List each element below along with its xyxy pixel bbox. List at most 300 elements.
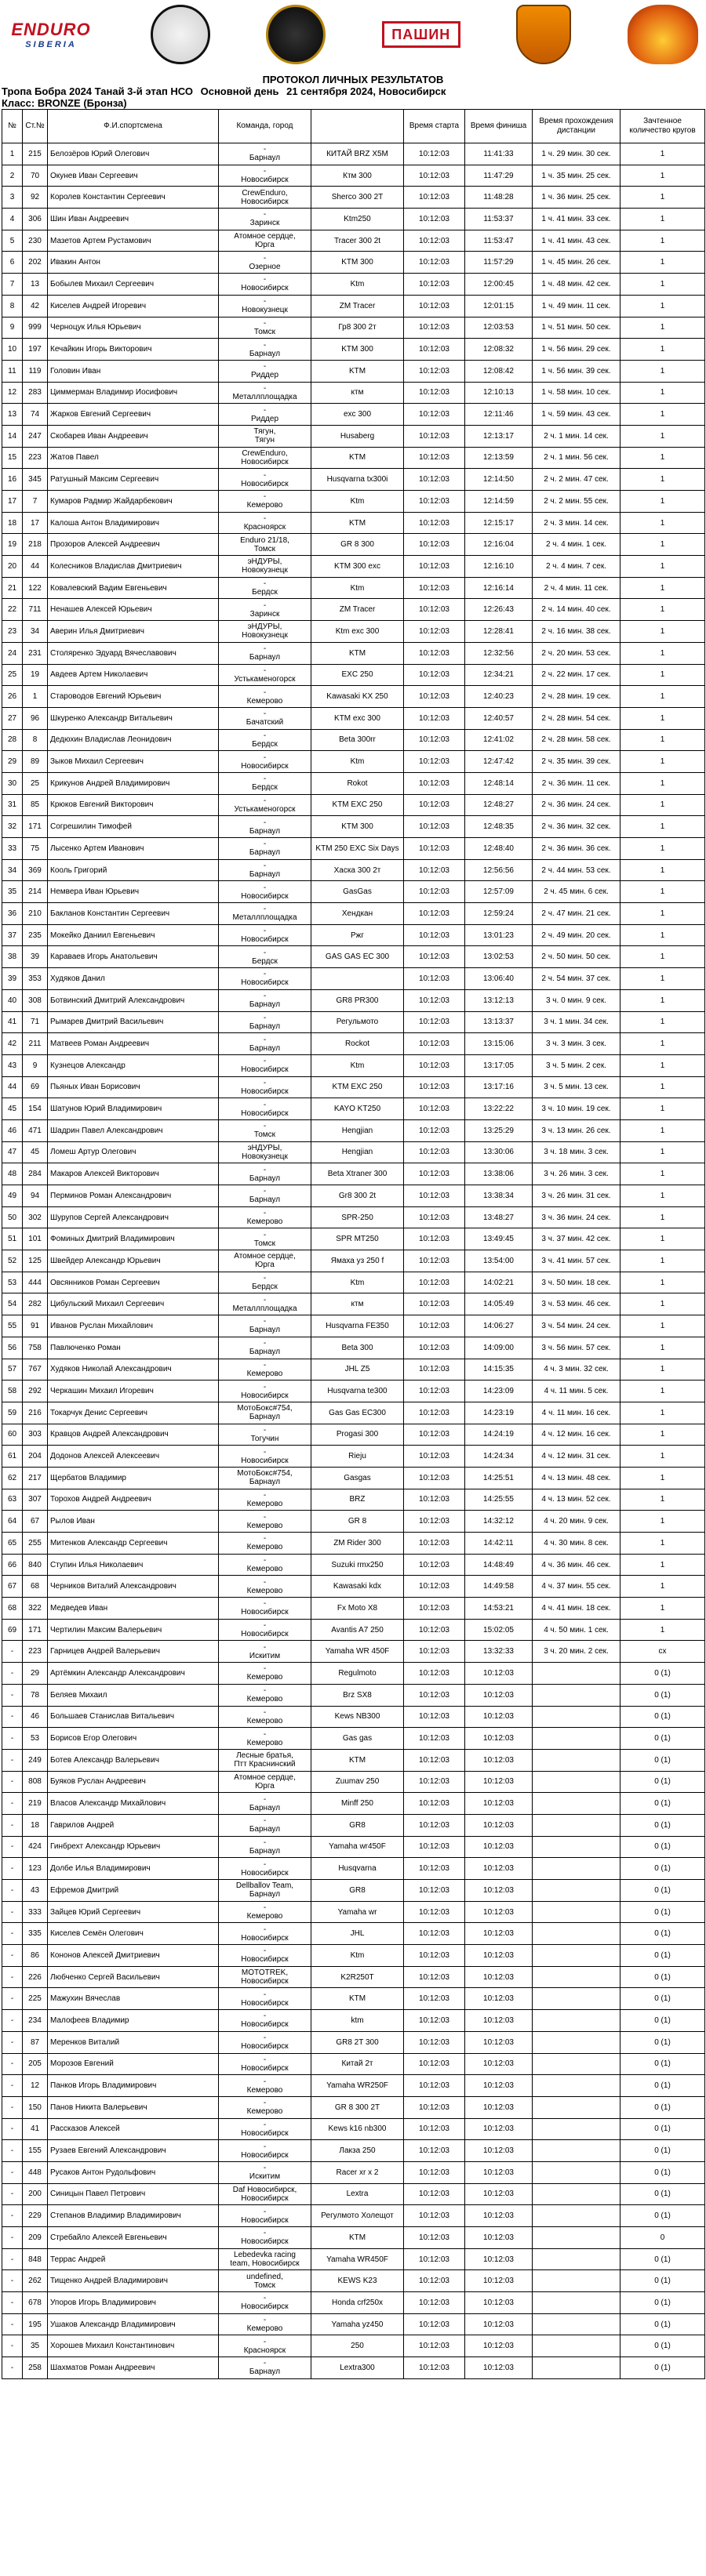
bib-cell: 210 [23, 903, 48, 925]
team-name: - [263, 862, 267, 871]
bike-cell: KTM EXC 250 [311, 1076, 404, 1098]
team-city-cell [219, 534, 311, 556]
bib-cell: 197 [23, 339, 48, 361]
laps-cell: 1 [620, 382, 705, 404]
place-cell: - [2, 2335, 23, 2357]
finish-time-cell: 11:53:37 [465, 209, 533, 230]
city-name: Новосибирск [241, 1977, 289, 1986]
team-city-cell [219, 209, 311, 230]
place-cell: 69 [2, 1619, 23, 1641]
team-name: Enduro 21/18, [240, 535, 289, 545]
start-time-cell: 10:12:03 [404, 1228, 465, 1250]
finish-time-cell: 14:25:55 [465, 1489, 533, 1511]
team-name: CrewEnduro, [242, 188, 288, 198]
city-name: Барнаул [249, 1021, 281, 1031]
laps-cell: 1 [620, 230, 705, 252]
city-name: Новосибирск [241, 1608, 289, 1617]
rider-name-cell: Упоров Игорь Владимирович [48, 2292, 219, 2314]
laps-cell: 1 [620, 469, 705, 491]
start-time-cell: 10:12:03 [404, 2140, 465, 2162]
rider-name-cell: Кравцов Андрей Александрович [48, 1424, 219, 1446]
bike-cell: Rokot [311, 772, 404, 794]
results-body [2, 143, 705, 2379]
team-city-cell [219, 881, 311, 903]
team-name: - [263, 2294, 267, 2303]
place-cell: - [2, 2161, 23, 2183]
distance-time-cell [533, 2357, 620, 2379]
finish-time-cell: 12:47:42 [465, 751, 533, 773]
laps-cell: 0 (1) [620, 1728, 705, 1750]
city-name: Новосибирск [241, 284, 289, 293]
start-time-cell: 10:12:03 [404, 469, 465, 491]
team-city-cell [219, 2270, 311, 2292]
place-cell: - [2, 2010, 23, 2032]
team-name: - [263, 1425, 267, 1435]
table-row [2, 816, 705, 838]
city-name: Искитим [249, 1651, 281, 1660]
finish-time-cell: 12:00:45 [465, 274, 533, 296]
rider-name-cell: Аверин Илья Дмитриевич [48, 621, 219, 643]
team-city-cell [219, 230, 311, 252]
start-time-cell: 10:12:03 [404, 2031, 465, 2053]
bike-cell: Gr8 300 2t [311, 1185, 404, 1207]
bib-cell: 202 [23, 252, 48, 274]
finish-time-cell: 12:10:13 [465, 382, 533, 404]
team-name: - [263, 145, 267, 154]
bike-cell: JHL [311, 1923, 404, 1945]
bike-cell: KTM [311, 642, 404, 664]
laps-cell: 1 [620, 1163, 705, 1185]
city-name: Новокузнецк [242, 566, 288, 575]
laps-cell: 1 [620, 729, 705, 751]
table-row [2, 1489, 705, 1511]
city-name: Новосибирск [241, 1456, 289, 1465]
place-cell: 50 [2, 1206, 23, 1228]
team-name: - [263, 470, 267, 480]
place-cell: 37 [2, 924, 23, 946]
team-name: Dellballov Team, [235, 1881, 294, 1891]
team-name: - [263, 1209, 267, 1218]
finish-time-cell: 10:12:03 [465, 1988, 533, 2010]
bike-cell: Ямаха уз 250 f [311, 1250, 404, 1272]
team-name: - [263, 1556, 267, 1566]
bike-cell: BRZ [311, 1489, 404, 1511]
finish-time-cell: 10:12:03 [465, 1945, 533, 1967]
team-name: - [263, 405, 267, 415]
team-name: - [263, 818, 267, 827]
bike-cell: Beta 300rr [311, 729, 404, 751]
city-name: Новосибирск [241, 1955, 289, 1965]
city-name: Барнаул [249, 2367, 281, 2377]
results-table [2, 109, 705, 2379]
bike-cell: GasGas [311, 881, 404, 903]
team-city-cell [219, 1446, 311, 1468]
table-row [2, 2292, 705, 2314]
laps-cell: 1 [620, 1119, 705, 1141]
team-name: - [263, 275, 267, 285]
place-cell: 32 [2, 816, 23, 838]
team-city-cell [219, 1598, 311, 1620]
place-cell: 66 [2, 1554, 23, 1576]
bike-cell: Ktm [311, 751, 404, 773]
bib-cell: 119 [23, 360, 48, 382]
city-name: Кемерово [246, 2085, 283, 2095]
start-time-cell: 10:12:03 [404, 1402, 465, 1424]
laps-cell: 1 [620, 339, 705, 361]
place-cell: - [2, 1641, 23, 1663]
bike-cell [311, 968, 404, 990]
place-cell: 3 [2, 187, 23, 209]
start-time-cell: 10:12:03 [404, 642, 465, 664]
bib-cell: 235 [23, 924, 48, 946]
team-name: - [263, 253, 267, 263]
start-time-cell: 10:12:03 [404, 1663, 465, 1685]
team-name: - [263, 1100, 267, 1109]
rider-name-cell: Борисов Егор Олегович [48, 1728, 219, 1750]
team-city-cell [219, 1966, 311, 1988]
team-city-cell [219, 2096, 311, 2118]
rider-name-cell: Циммерман Владимир Иосифович [48, 382, 219, 404]
team-city-cell [219, 838, 311, 860]
finish-time-cell: 12:13:17 [465, 425, 533, 447]
city-name: Устькаменогорск [234, 674, 296, 684]
laps-cell: 0 (1) [620, 2096, 705, 2118]
start-time-cell: 10:12:03 [404, 1619, 465, 1641]
start-time-cell: 10:12:03 [404, 1814, 465, 1836]
bike-cell: Yamaha wr [311, 1901, 404, 1923]
table-row [2, 1684, 705, 1706]
finish-time-cell: 12:01:15 [465, 295, 533, 317]
start-time-cell: 10:12:03 [404, 1749, 465, 1771]
bib-cell: 155 [23, 2140, 48, 2162]
team-name: - [263, 753, 267, 762]
laps-cell: 0 (1) [620, 1663, 705, 1685]
table-row [2, 2227, 705, 2249]
table-row [2, 2010, 705, 2032]
team-city-cell [219, 187, 311, 209]
bike-cell: Lextra300 [311, 2357, 404, 2379]
city-name: Кемерово [246, 1565, 283, 1574]
rider-name-cell: Кононов Алексей Дмитриевич [48, 1945, 219, 1967]
place-cell: 11 [2, 360, 23, 382]
header-bib: Ст.№ [23, 110, 48, 143]
place-cell: 29 [2, 751, 23, 773]
bike-cell: Kawasaki kdx [311, 1576, 404, 1598]
distance-time-cell: 3 ч. 37 мин. 42 сек. [533, 1228, 620, 1250]
laps-cell: 1 [620, 989, 705, 1011]
bib-cell: 46 [23, 1706, 48, 1728]
rider-name-cell: Крикунов Андрей Владимирович [48, 772, 219, 794]
rider-name-cell: Ломеш Артур Олегович [48, 1141, 219, 1163]
rider-name-cell: Жатов Павел [48, 447, 219, 469]
table-row [2, 1619, 705, 1641]
distance-time-cell: 2 ч. 28 мин. 19 сек. [533, 686, 620, 708]
team-city-cell [219, 425, 311, 447]
place-cell: - [2, 2031, 23, 2053]
rider-name-cell: Лысенко Артем Иванович [48, 838, 219, 860]
team-city-cell [219, 1945, 311, 1967]
city-name: Юрга [255, 241, 275, 250]
distance-time-cell: 3 ч. 50 мин. 18 сек. [533, 1272, 620, 1293]
team-city-cell [219, 1163, 311, 1185]
place-cell: - [2, 1684, 23, 1706]
start-time-cell: 10:12:03 [404, 2053, 465, 2075]
bike-cell: Zuumav 250 [311, 1771, 404, 1793]
place-cell: 34 [2, 859, 23, 881]
place-cell: 27 [2, 707, 23, 729]
start-time-cell: 10:12:03 [404, 1359, 465, 1381]
city-name: Новосибирск [241, 2020, 289, 2030]
start-time-cell: 10:12:03 [404, 1598, 465, 1620]
laps-cell: 1 [620, 1011, 705, 1033]
laps-cell: 0 (1) [620, 2031, 705, 2053]
bib-cell: 307 [23, 1489, 48, 1511]
place-cell: 39 [2, 968, 23, 990]
table-row [2, 1880, 705, 1902]
distance-time-cell [533, 2140, 620, 2162]
start-time-cell: 10:12:03 [404, 1337, 465, 1359]
place-cell: 43 [2, 1054, 23, 1076]
start-time-cell: 10:12:03 [404, 2357, 465, 2379]
bike-cell: Kawasaki KX 250 [311, 686, 404, 708]
team-name: - [263, 318, 267, 328]
table-row [2, 599, 705, 621]
team-city-cell [219, 2357, 311, 2379]
team-city-cell [219, 577, 311, 599]
table-row [2, 1706, 705, 1728]
bike-cell: Гр8 300 2т [311, 317, 404, 339]
place-cell: 42 [2, 1033, 23, 1055]
laps-cell: 0 (1) [620, 2292, 705, 2314]
laps-cell: 1 [620, 1185, 705, 1207]
laps-cell: 1 [620, 1576, 705, 1598]
team-city-cell [219, 1749, 311, 1771]
rider-name-cell: Мокейко Даниил Евгеньевич [48, 924, 219, 946]
start-time-cell: 10:12:03 [404, 317, 465, 339]
rider-name-cell: Гаврилов Андрей [48, 1814, 219, 1836]
finish-time-cell: 10:12:03 [465, 2357, 533, 2379]
city-name: Томск [253, 544, 276, 553]
team-city-cell [219, 1706, 311, 1728]
table-row [2, 209, 705, 230]
bike-cell: EXC 250 [311, 664, 404, 686]
laps-cell: 0 (1) [620, 1901, 705, 1923]
laps-cell: 1 [620, 295, 705, 317]
bib-cell: 19 [23, 664, 48, 686]
team-city-cell [219, 2183, 311, 2205]
sponsor-logo-3 [266, 5, 326, 64]
place-cell: - [2, 1836, 23, 1858]
bib-cell: 9 [23, 1054, 48, 1076]
city-name: Металлплощадка [232, 913, 297, 923]
bike-cell: KTM [311, 447, 404, 469]
team-name: - [263, 796, 267, 805]
bike-cell: K2R250T [311, 1966, 404, 1988]
team-city-cell [219, 924, 311, 946]
team-name: - [263, 948, 267, 957]
finish-time-cell: 10:12:03 [465, 2227, 533, 2249]
start-time-cell: 10:12:03 [404, 2335, 465, 2357]
finish-time-cell: 10:12:03 [465, 2140, 533, 2162]
distance-time-cell: 1 ч. 56 мин. 29 сек. [533, 339, 620, 361]
finish-time-cell: 12:40:57 [465, 707, 533, 729]
start-time-cell: 10:12:03 [404, 1119, 465, 1141]
distance-time-cell: 4 ч. 11 мин. 5 сек. [533, 1381, 620, 1402]
team-city-cell [219, 816, 311, 838]
distance-time-cell: 4 ч. 36 мин. 46 сек. [533, 1554, 620, 1576]
bike-cell: KTM 300 exc [311, 556, 404, 578]
laps-cell: 0 (1) [620, 1945, 705, 1967]
header-laps: Зачтенное количество кругов [620, 110, 705, 143]
place-cell: - [2, 1771, 23, 1793]
city-name: Кемерово [246, 1369, 283, 1378]
team-name: - [263, 1295, 267, 1304]
bib-cell: 87 [23, 2031, 48, 2053]
laps-cell: 0 (1) [620, 2053, 705, 2075]
team-city-cell [219, 2075, 311, 2097]
bib-cell: 223 [23, 447, 48, 469]
bike-cell: KTM exc 300 [311, 707, 404, 729]
bib-cell: 369 [23, 859, 48, 881]
laps-cell: 1 [620, 1337, 705, 1359]
city-name: Красноярск [243, 2346, 286, 2355]
place-cell: 63 [2, 1489, 23, 1511]
start-time-cell: 10:12:03 [404, 1901, 465, 1923]
bib-cell: 43 [23, 1880, 48, 1902]
bike-cell: Brz SX8 [311, 1684, 404, 1706]
finish-time-cell: 13:30:06 [465, 1141, 533, 1163]
laps-cell: 0 (1) [620, 1749, 705, 1771]
distance-time-cell: 1 ч. 58 мин. 10 сек. [533, 382, 620, 404]
city-name: Кемерово [246, 1499, 283, 1508]
place-cell: 41 [2, 1011, 23, 1033]
distance-time-cell: 3 ч. 5 мин. 13 сек. [533, 1076, 620, 1098]
bike-cell: Gas gas [311, 1728, 404, 1750]
start-time-cell: 10:12:03 [404, 1836, 465, 1858]
bike-cell: KTM [311, 2227, 404, 2249]
enduro-siberia-logo [8, 11, 94, 58]
finish-time-cell: 14:53:21 [465, 1598, 533, 1620]
sponsor-logo-2 [151, 5, 210, 64]
table-row [2, 729, 705, 751]
bib-cell: 444 [23, 1272, 48, 1293]
team-city-cell [219, 317, 311, 339]
team-name: - [263, 1512, 267, 1522]
table-row [2, 2096, 705, 2118]
laps-cell: 0 (1) [620, 1793, 705, 1815]
place-cell: 5 [2, 230, 23, 252]
city-name: Бердск [252, 783, 278, 793]
city-name: Кемерово [246, 696, 283, 706]
laps-cell: 0 (1) [620, 1858, 705, 1880]
distance-time-cell [533, 1923, 620, 1945]
bib-cell: 758 [23, 1337, 48, 1359]
rider-name-cell: Колесников Владислав Дмитриевич [48, 556, 219, 578]
team-name: Атомное сердце, [234, 1252, 296, 1261]
rider-name-cell: Ушаков Александр Владимирович [48, 2313, 219, 2335]
laps-cell: 0 (1) [620, 2161, 705, 2183]
place-cell: - [2, 2205, 23, 2227]
laps-cell: 1 [620, 1381, 705, 1402]
laps-cell: 1 [620, 642, 705, 664]
distance-time-cell: 4 ч. 37 мин. 55 сек. [533, 1576, 620, 1598]
start-time-cell: 10:12:03 [404, 1576, 465, 1598]
team-city-cell [219, 772, 311, 794]
start-time-cell: 10:12:03 [404, 252, 465, 274]
city-name: Бердск [252, 956, 278, 966]
table-row [2, 187, 705, 209]
rider-name-cell: Столяренко Эдуард Вячеславович [48, 642, 219, 664]
laps-cell: 0 (1) [620, 1880, 705, 1902]
distance-time-cell [533, 2227, 620, 2249]
team-city-cell [219, 1228, 311, 1250]
distance-time-cell [533, 2053, 620, 2075]
class-line: Класс: BRONZE (Бронза) [2, 97, 127, 109]
place-cell: 12 [2, 382, 23, 404]
rider-name-cell: Пьяных Иван Борисович [48, 1076, 219, 1098]
finish-time-cell: 10:12:03 [465, 2313, 533, 2335]
rider-name-cell: Медведев Иван [48, 1598, 219, 1620]
team-city-cell [219, 1923, 311, 1945]
city-name: Барнаул [249, 870, 281, 880]
rider-name-cell: Зыков Михаил Сергеевич [48, 751, 219, 773]
bib-cell: 86 [23, 1945, 48, 1967]
rider-name-cell: Бобылев Михаил Сергеевич [48, 274, 219, 296]
finish-time-cell: 12:32:56 [465, 642, 533, 664]
distance-time-cell: 1 ч. 36 мин. 25 сек. [533, 187, 620, 209]
distance-time-cell: 4 ч. 30 мин. 8 сек. [533, 1533, 620, 1555]
rider-name-cell: Ботев Александр Валерьевич [48, 1749, 219, 1771]
bib-cell: 35 [23, 2335, 48, 2357]
finish-time-cell: 10:12:03 [465, 1663, 533, 1685]
distance-time-cell: 2 ч. 4 мин. 11 сек. [533, 577, 620, 599]
team-city-cell [219, 1098, 311, 1120]
table-row [2, 2031, 705, 2053]
rider-name-cell: Цибульский Михаил Сергеевич [48, 1293, 219, 1315]
bib-cell: 12 [23, 2075, 48, 2097]
table-row [2, 1315, 705, 1337]
table-row [2, 534, 705, 556]
table-row [2, 2183, 705, 2205]
rider-name-cell: Белозёров Юрий Олегович [48, 143, 219, 165]
place-cell: 6 [2, 252, 23, 274]
bib-cell: 34 [23, 621, 48, 643]
bib-cell: 92 [23, 187, 48, 209]
distance-time-cell: 2 ч. 1 мин. 56 сек. [533, 447, 620, 469]
table-row [2, 1641, 705, 1663]
laps-cell: 0 (1) [620, 2118, 705, 2140]
city-name: Томск [253, 2280, 276, 2290]
finish-time-cell: 13:49:45 [465, 1228, 533, 1250]
tropa-bobra-logo [628, 5, 698, 64]
finish-time-cell: 11:57:29 [465, 252, 533, 274]
team-name: - [263, 1035, 267, 1044]
rider-name-cell: Окунев Иван Сергеевич [48, 165, 219, 187]
laps-cell: 1 [620, 404, 705, 426]
team-city-cell [219, 2292, 311, 2314]
rider-name-cell: Киселев Андрей Игоревич [48, 295, 219, 317]
place-cell: 64 [2, 1511, 23, 1533]
finish-time-cell: 10:12:03 [465, 2270, 533, 2292]
sponsor-logo-5 [516, 5, 571, 64]
table-row [2, 143, 705, 165]
rider-name-cell: Худяков Николай Александрович [48, 1359, 219, 1381]
city-name: Новосибирск [241, 2063, 289, 2073]
start-time-cell: 10:12:03 [404, 556, 465, 578]
place-cell: 18 [2, 512, 23, 534]
distance-time-cell: 2 ч. 36 мин. 11 сек. [533, 772, 620, 794]
bib-cell: 214 [23, 881, 48, 903]
